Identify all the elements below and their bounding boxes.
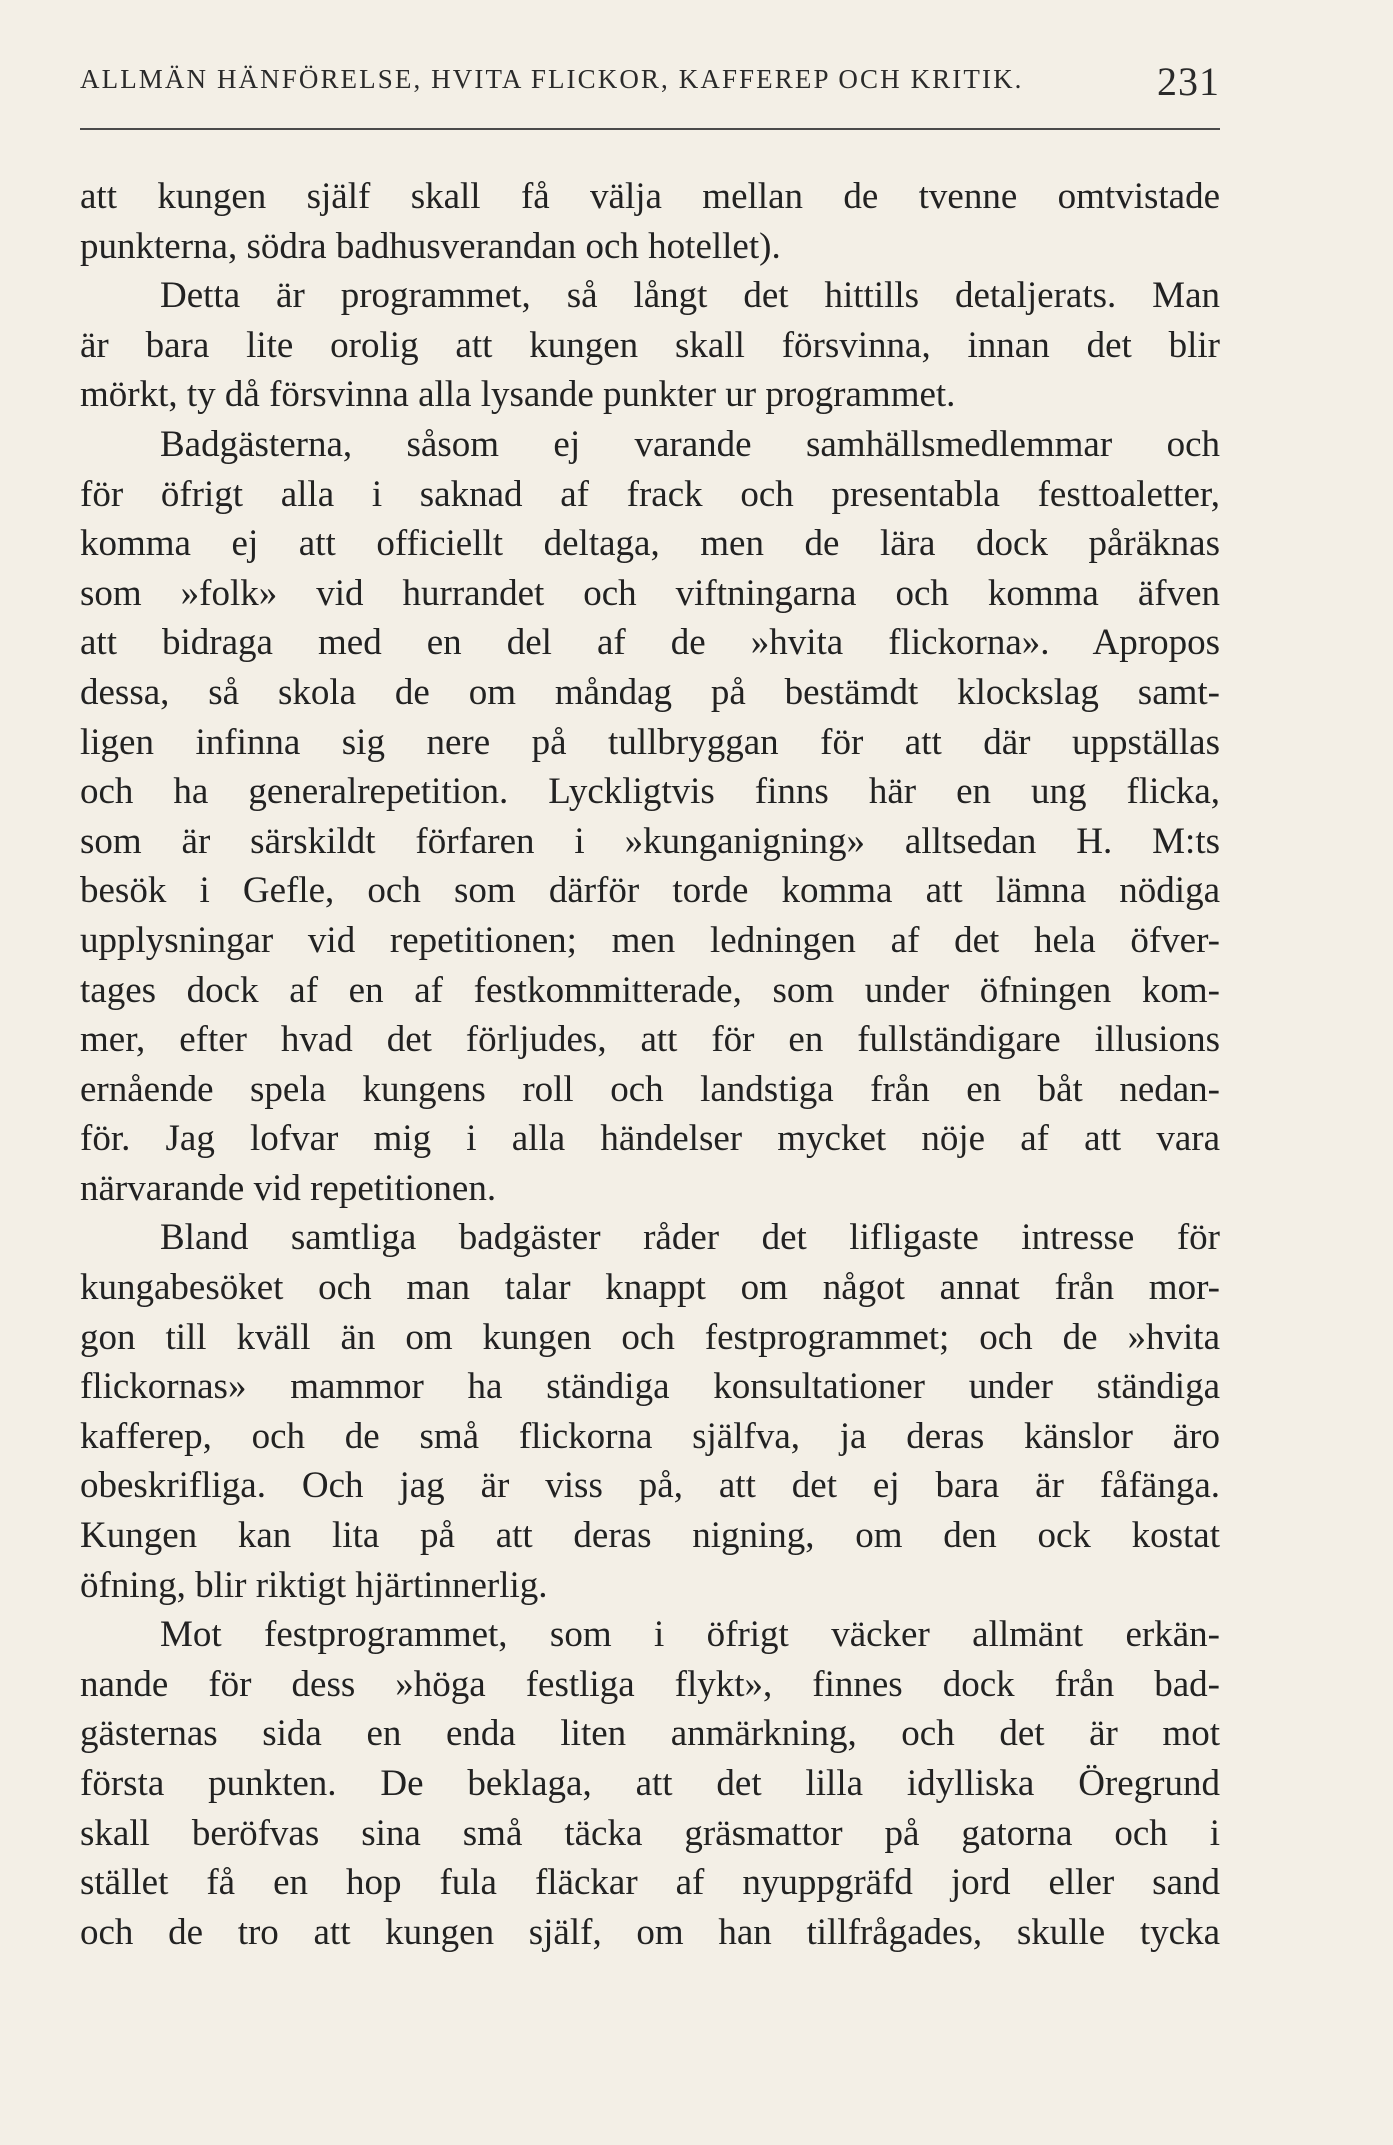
text-line: att bidraga med en del af de »hvita flickorna». Apropos [80,622,1220,664]
text-line: kafferep, och de små flickorna själfva, ja deras känslor äro [80,1415,1220,1457]
text-line: obeskrifliga. Och jag är viss på, att det ej bara är fåfänga. [80,1465,1220,1507]
text-line: öfning, blir riktigt hjärtinnerlig. [80,1564,548,1606]
page-number: 231 [1157,59,1220,104]
running-head [80,59,1220,114]
text-line: stället få en hop fula fläckar af nyuppgräfd jord eller sand [80,1862,1220,1904]
text-line: ligen infinna sig nere på tullbryggan för att där uppställas [80,721,1220,763]
text-line: närvarande vid repetitionen. [80,1167,497,1209]
text-line: besök i Gefle, och som därför torde komma att lämna nödiga [80,870,1220,912]
text-line: och ha generalrepetition. Lyckligtvis finns här en ung flicka, [80,771,1220,813]
text-line: Kungen kan lita på att deras nigning, om den ock kostat [80,1515,1220,1557]
text-line: Mot festprogrammet, som i öfrigt väcker allmänt erkän- [160,1614,1220,1656]
text-line: dessa, så skola de om måndag på bestämdt klockslag samt- [80,671,1220,713]
text-line: för. Jag lofvar mig i alla händelser mycket nöje af att vara [80,1118,1220,1160]
text-line: skall beröfvas sina små täcka gräsmattor på gatorna och i [80,1812,1220,1854]
text-line: Detta är programmet, så långt det hittills detaljerats. Man [160,275,1220,317]
text-line: är bara lite orolig att kungen skall försvinna, innan det blir [80,324,1220,366]
text-line: gästernas sida en enda liten anmärkning, och det är mot [80,1713,1220,1755]
text-line: Bland samtliga badgäster råder det lifligaste intresse för [160,1217,1220,1259]
running-title: ALLMÄN HÄNFÖRELSE, HVITA FLICKOR, KAFFEREP OCH KRITIK. [80,64,1024,94]
body-text [80,172,1220,1957]
text-line: Badgästerna, såsom ej varande samhällsmedlemmar och [160,423,1220,465]
text-line: nande för dess »höga festliga flykt», finnes dock från bad- [80,1663,1220,1705]
text-line: komma ej att officiellt deltaga, men de lära dock påräknas [80,523,1220,565]
text-line: kungabesöket och man talar knappt om något annat från mor- [80,1267,1220,1309]
text-line: som är särskildt förfaren i »kunganigning» alltsedan H. M:ts [80,820,1220,862]
text-line: första punkten. De beklaga, att det lilla idylliska Öregrund [80,1763,1220,1804]
text-line: mörkt, ty då försvinna alla lysande punkter ur programmet. [80,374,956,416]
text-line: punkterna, södra badhusverandan och hotellet). [80,225,781,267]
text-line: och de tro att kungen själf, om han tillfrågades, skulle tycka [80,1911,1220,1953]
text-line: tages dock af en af festkommitterade, som under öfningen kom- [80,969,1220,1011]
text-line: ernående spela kungens roll och landstiga från en båt nedan- [80,1068,1220,1110]
text-line: flickornas» mammor ha ständiga konsultationer under ständiga [80,1366,1220,1408]
text-line: gon till kväll än om kungen och festprogrammet; och de »hvita [80,1316,1220,1358]
text-line: upplysningar vid repetitionen; men ledningen af det hela öfver- [80,919,1220,961]
text-line: som »folk» vid hurrandet och viftningarna och komma äfven [80,572,1220,614]
text-line: att kungen själf skall få välja mellan de tvenne omtvistade [80,176,1220,217]
header-rule [80,128,1220,130]
text-line: för öfrigt alla i saknad af frack och presentabla festtoaletter, [80,473,1220,515]
text-line: mer, efter hvad det förljudes, att för en fullständigare illusions [80,1019,1220,1061]
